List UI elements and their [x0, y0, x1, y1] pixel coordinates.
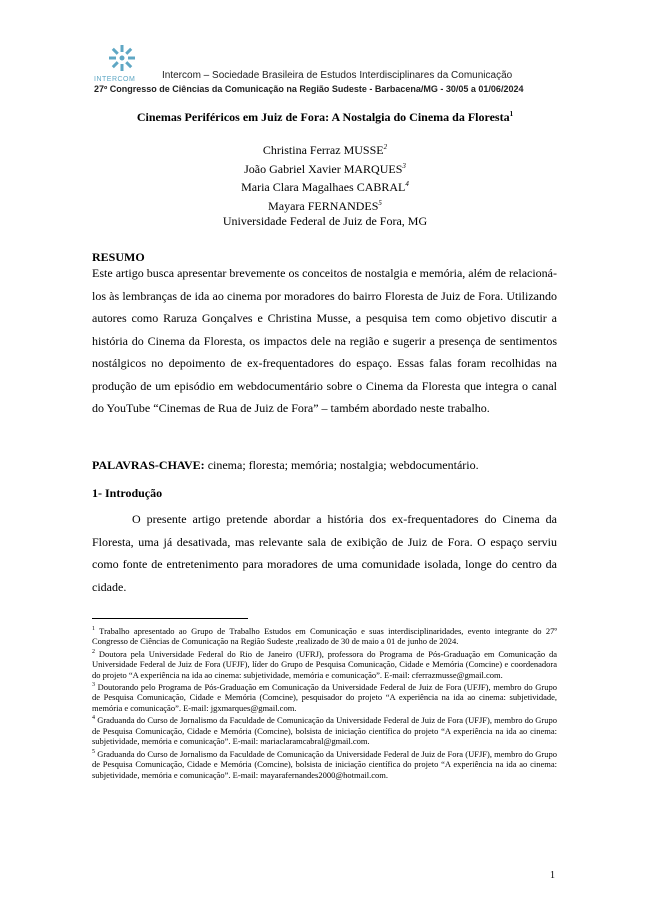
intercom-logo — [92, 42, 152, 78]
affiliation: Universidade Federal de Juiz de Fora, MG — [222, 214, 428, 228]
resumo-text: Este artigo busca apresentar brevemente os conceitos de nostalgia e memória, além de relacioná-los às lembranças de ida ao cinema por moradores do bairro Floresta de Juiz de Fora. Utilizando autores como Raruza Gonçalves e Christina Musse, a pesquisa tem como objetivo discutir a história do Cinema da Floresta, os impactos dele na região e sugerir a presença de sentimentos nostálgicos no depoimento de ex-frequentadores do espaço. Essas falas foram recolhidas na produção de um episódio em webdocumentário sobre o Cinema da Floresta que integra o canal do YouTube “Cinemas de Rua de Juiz de Fora” – também abordado neste trabalho. — [92, 266, 557, 415]
intro-heading: 1- Introdução — [92, 486, 163, 500]
author: João Gabriel Xavier MARQUES$^3$ — [244, 161, 406, 176]
footnote: $^5$ Graduanda do Curso de Jornalismo da Faculdade de Comunicação da Universidade Federal de Juiz de Fora (UFJF), membro do Grupo de Pesquisa Comunicação, Cidade e Memória (Comcine), bolsista de iniciação científica do projeto “A experiência na ida ao cinema: subjetividade, memória e comunicação”. E-mail: mayarafernandes2000@hotmail.com. — [92, 748, 558, 780]
footnotes — [92, 624, 557, 780]
page-number: 1 — [550, 870, 555, 881]
resumo-heading: RESUMO — [92, 250, 145, 264]
logo-text: INTERCOM — [94, 76, 136, 83]
keywords-label: PALAVRAS-CHAVE: — [92, 458, 205, 472]
footnote: $^2$ Doutora pela Universidade Federal do Rio de Janeiro (UFRJ), professora do Programa de Pós-Graduação em Comunicação da Universidade Federal de Juiz de Fora (UFJF), líder do Grupo de Pesquisa Comunicação, Cidade e Memória (Comcine) e coordenadora do projeto “A experiência na ida ao cinema: subjetividade, memória e comunicação”. E-mail: cferrazmusse@gmail.com. — [92, 648, 558, 680]
intro-text: O presente artigo pretende abordar a história dos ex-frequentadores do Cinema da Floresta, uma já desativada, mas relevante sala de exibição de Juiz de Fora. O espaço serviu como fonte de entretenimento para moradores de uma comunidade isolada, longe do centro da cidade. — [92, 512, 557, 594]
author-block — [0, 140, 650, 230]
paper-title: Cinemas Periféricos em Juiz de Fora: A Nostalgia do Cinema da Floresta$^1$ — [136, 110, 514, 124]
title-footnote-mark: 1 — [509, 110, 514, 118]
header-congress: 27º Congresso de Ciências da Comunicação na Região Sudeste - Barbacena/MG - 30/05 a 01/06/2024 — [94, 84, 524, 94]
footnote: $^3$ Doutorando pelo Programa de Pós-Graduação em Comunicação da Universidade Federal de Juiz de Fora (UFJF), membro do Grupo de Pesquisa Comunicação, Cidade e Memória (Comcine), pesquisador do projeto “A experiência na ida ao cinema: subjetividade, memória e comunicação”. E-mail: jgxmarques@gmail.com. — [92, 681, 558, 713]
keywords-text: cinema; floresta; memória; nostalgia; webdocumentário. — [207, 458, 479, 472]
footnote: $^1$ Trabalho apresentado ao Grupo de Trabalho Estudos em Comunicação e suas interdisciplinaridades, evento integrante do 27º Congresso de Ciências de Comunicação na Região Sudeste ,realizado de 30 de maio a 01 de junho de 2024. — [92, 625, 557, 647]
header-organization: Intercom – Sociedade Brasileira de Estudos Interdisciplinares da Comunicação — [162, 70, 513, 81]
keywords — [92, 458, 557, 473]
footnote: $^4$ Graduanda do Curso de Jornalismo da Faculdade de Comunicação da Universidade Federal de Juiz de Fora (UFJF), membro do Grupo de Pesquisa Comunicação, Cidade e Memória (Comcine), bolsista de iniciação científica do projeto “A experiência na ida ao cinema: subjetividade, memória e comunicação”. E-mail: mariaclaramcabral@gmail.com. — [92, 715, 558, 747]
author: Mayara FERNANDES$^5$ — [268, 198, 382, 213]
footnote-rule — [92, 618, 248, 619]
author: Maria Clara Magalhaes CABRAL$^4$ — [241, 180, 409, 194]
author: Christina Ferraz MUSSE$^2$ — [262, 143, 388, 157]
